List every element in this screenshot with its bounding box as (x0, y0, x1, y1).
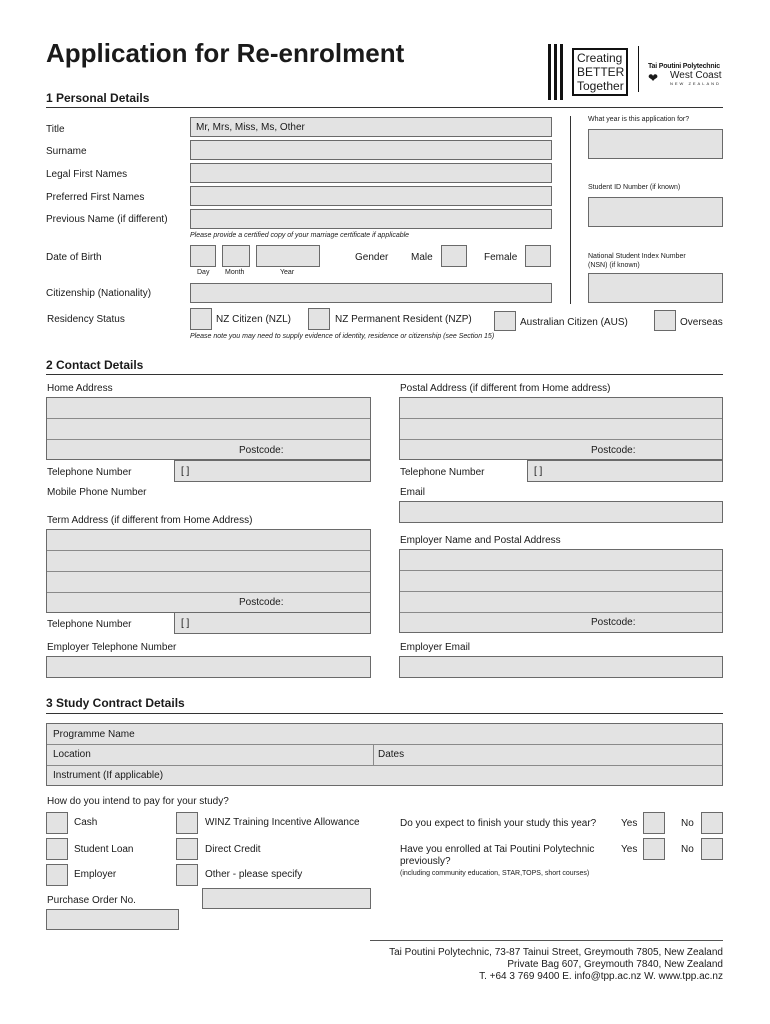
year-question: What year is this application for? (588, 116, 690, 123)
dates-label[interactable]: Dates (378, 749, 405, 760)
enrolled-question: Have you enrolled at Tai Poutini Polytechnic (400, 844, 595, 855)
surname-field[interactable] (190, 140, 552, 160)
term-postcode-label: Postcode: (239, 597, 284, 608)
email-label: Email (400, 487, 426, 498)
residency-note: Please note you may need to supply evidence of identity, residence or citizenship (see Section 15) (190, 333, 495, 340)
dob-year-caption: Year (280, 269, 295, 276)
enrolled-question-cont: previously? (400, 856, 451, 867)
student-loan-label: Student Loan (74, 844, 134, 855)
student-id-label: Student ID Number (if known) (588, 184, 681, 191)
employer-address-block[interactable] (399, 549, 723, 633)
nz-citizen-checkbox[interactable] (190, 308, 212, 330)
postal-address-block[interactable] (399, 397, 723, 460)
other-label: Other - please specify (205, 869, 303, 880)
footer (330, 947, 723, 983)
dob-day-caption: Day (197, 269, 210, 276)
residency-status-label: Residency Status (47, 314, 125, 325)
postal-address-label: Postal Address (if different from Home address) (400, 383, 611, 394)
other-specify-field[interactable] (202, 888, 371, 909)
enrolled-yes-checkbox[interactable] (643, 838, 665, 860)
term-address-block[interactable] (46, 529, 371, 613)
term-address-label: Term Address (if different from Home Address) (47, 515, 253, 526)
nsn-label-sub: (NSN) (if known) (588, 262, 640, 269)
overseas-label: Overseas (680, 317, 723, 328)
previous-name-field[interactable] (190, 209, 552, 229)
term-telephone-areacode: [ ] (181, 618, 190, 629)
employer-email-field[interactable] (399, 656, 723, 678)
heart-icon: ❤ (648, 71, 659, 85)
surname-label: Surname (46, 146, 87, 157)
nsn-label: National Student Index Number (588, 253, 686, 260)
enrolled-no-label: No (681, 844, 694, 855)
logo-slogan-line: Together (577, 79, 624, 93)
title-field[interactable] (190, 117, 552, 137)
employer-postcode-label: Postcode: (591, 617, 636, 628)
footer-contact: T. +64 3 769 9400 E. info@tpp.ac.nz W. www.tpp.ac.nz (479, 971, 723, 982)
employer-telephone-label: Employer Telephone Number (47, 642, 177, 653)
footer-address: Tai Poutini Polytechnic, 73-87 Tainui Street, Greymouth 7805, New Zealand (389, 947, 723, 958)
preferred-first-names-label: Preferred First Names (46, 192, 145, 203)
logo (546, 44, 726, 100)
dob-month-field[interactable] (222, 245, 250, 267)
nz-resident-checkbox[interactable] (308, 308, 330, 330)
employer-pay-label: Employer (74, 869, 117, 880)
other-checkbox[interactable] (176, 864, 198, 886)
study-contract-table (46, 723, 723, 786)
home-address-label: Home Address (47, 383, 113, 394)
home-telephone-areacode: [ ] (181, 466, 190, 477)
finish-no-label: No (681, 818, 694, 829)
instrument-label[interactable]: Instrument (If applicable) (53, 770, 164, 781)
org-name (648, 63, 728, 86)
finish-yes-label: Yes (621, 818, 638, 829)
mobile-label: Mobile Phone Number (47, 487, 147, 498)
logo-slogan-line: BETTER (577, 65, 625, 79)
nz-resident-label: NZ Permanent Resident (NZP) (335, 314, 472, 325)
dob-year-field[interactable] (256, 245, 320, 267)
direct-credit-label: Direct Credit (205, 844, 261, 855)
female-checkbox[interactable] (525, 245, 551, 267)
dob-month-caption: Month (225, 269, 245, 276)
enrolled-no-checkbox[interactable] (701, 838, 723, 860)
legal-first-names-field[interactable] (190, 163, 552, 183)
citizenship-field[interactable] (190, 283, 552, 303)
winz-checkbox[interactable] (176, 812, 198, 834)
student-loan-checkbox[interactable] (46, 838, 68, 860)
female-label: Female (484, 252, 518, 263)
previous-name-label: Previous Name (if different) (46, 214, 168, 225)
postal-postcode-label: Postcode: (591, 445, 636, 456)
overseas-checkbox[interactable] (654, 310, 676, 331)
logo-slogan-line: Creating (577, 51, 623, 65)
finish-yes-checkbox[interactable] (643, 812, 665, 834)
date-of-birth-label: Date of Birth (46, 252, 102, 263)
employer-email-label: Employer Email (400, 642, 471, 653)
employer-telephone-field[interactable] (46, 656, 371, 678)
aus-citizen-label: Australian Citizen (AUS) (520, 317, 628, 328)
footer-postal: Private Bag 607, Greymouth 7840, New Zealand (507, 959, 723, 970)
legal-first-names-label: Legal First Names (46, 169, 128, 180)
male-label: Male (411, 252, 433, 263)
logo-bars-icon (548, 44, 570, 100)
section-heading-contact: 2 Contact Details (46, 358, 144, 372)
org-name-line: NEW ZEALAND (670, 81, 721, 86)
section-heading-study: 3 Study Contract Details (46, 696, 185, 710)
postal-telephone-label: Telephone Number (400, 467, 485, 478)
preferred-first-names-field[interactable] (190, 186, 552, 206)
postal-telephone-field[interactable] (527, 460, 723, 482)
section-heading-personal: 1 Personal Details (46, 91, 150, 105)
home-telephone-field[interactable] (174, 460, 371, 482)
page-title: Application for Re-enrolment (46, 38, 405, 68)
employer-checkbox[interactable] (46, 864, 68, 886)
year-field[interactable] (588, 129, 723, 159)
org-name-line: West Coast (670, 70, 722, 81)
email-field[interactable] (399, 501, 723, 523)
org-name-line: Tai Poutini Polytechnic (648, 63, 720, 70)
pay-question: How do you intend to pay for your study? (47, 796, 229, 807)
home-postcode-label: Postcode: (239, 445, 284, 456)
employer-name-label: Employer Name and Postal Address (400, 535, 561, 546)
term-telephone-label: Telephone Number (47, 619, 132, 630)
aus-citizen-checkbox[interactable] (494, 311, 516, 331)
postal-telephone-areacode: [ ] (534, 466, 543, 477)
purchase-order-label: Purchase Order No. (47, 895, 136, 906)
home-address-block[interactable] (46, 397, 371, 460)
cash-label: Cash (74, 817, 98, 828)
winz-label: WINZ Training Incentive Allowance (205, 817, 360, 828)
title-label: Title (46, 124, 65, 135)
male-checkbox[interactable] (441, 245, 467, 267)
term-telephone-field[interactable] (174, 612, 371, 634)
purchase-order-field[interactable] (46, 909, 179, 930)
programme-name-label[interactable]: Programme Name (53, 729, 135, 740)
home-telephone-label: Telephone Number (47, 467, 132, 478)
location-label[interactable]: Location (53, 749, 91, 760)
direct-credit-checkbox[interactable] (176, 838, 198, 860)
citizenship-label: Citizenship (Nationality) (46, 288, 152, 299)
finish-no-checkbox[interactable] (701, 812, 723, 834)
logo-slogan-box (572, 48, 628, 96)
marriage-note: Please provide a certified copy of your marriage certificate if applicable (190, 232, 410, 239)
finish-question: Do you expect to finish your study this year? (400, 818, 597, 829)
student-id-field[interactable] (588, 197, 723, 227)
nz-citizen-label: NZ Citizen (NZL) (216, 314, 292, 325)
nsn-field[interactable] (588, 273, 723, 303)
dob-day-field[interactable] (190, 245, 216, 267)
cash-checkbox[interactable] (46, 812, 68, 834)
title-options: Mr, Mrs, Miss, Ms, Other (196, 122, 305, 133)
enrolled-note: (including community education, STAR,TOPS, short courses) (400, 870, 590, 877)
enrolled-yes-label: Yes (621, 844, 638, 855)
gender-label: Gender (355, 252, 389, 263)
